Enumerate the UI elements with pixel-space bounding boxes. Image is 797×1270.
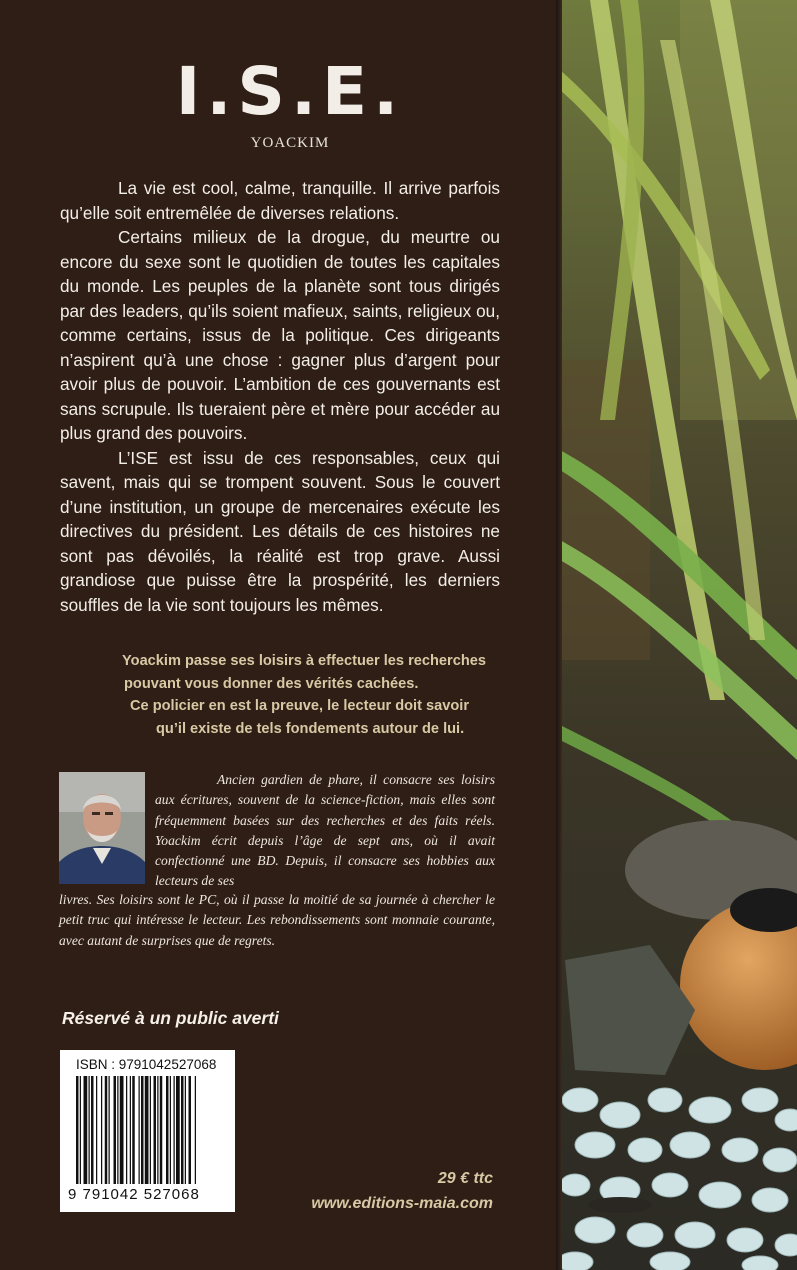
barcode-bar: [120, 1076, 124, 1184]
barcode-bar: [154, 1076, 157, 1184]
barcode-bar: [80, 1076, 81, 1184]
barcode-bar: [181, 1076, 184, 1184]
barcode-bar: [160, 1076, 163, 1184]
spine-edge: [556, 0, 562, 1270]
price: 29 € ttc: [437, 1170, 493, 1187]
synopsis-paragraph: L’ISE est issu de ces responsables, ceux qui savent, mais qui se trompent souvent. Sous le couvert d’une institution, un groupe de mercenaires exécute les directives du président. Les détails de ces histoires ne sont pas dévoilés, la réalité est trop grave. Aussi grandiose que puisse être la prospérité, les derniers souffles de la vie sont toujours les mêmes.: [60, 447, 500, 615]
barcode-bar: [141, 1076, 144, 1184]
barcode-bar: [117, 1076, 118, 1184]
barcode-bar: [166, 1076, 169, 1184]
synopsis-paragraph: La vie est cool, calme, tranquille. Il arrive parfois qu’elle soit entremêlée de diverses relations.: [60, 178, 500, 223]
barcode-bar: [101, 1076, 102, 1184]
barcode-bars: [76, 1076, 226, 1184]
barcode-bar: [114, 1076, 117, 1184]
barcode-bar: [91, 1076, 94, 1184]
isbn-label: ISBN : 9791042527068: [76, 1057, 217, 1072]
barcode-bar: [189, 1076, 192, 1184]
pitch-line: pouvant vous donner des vérités cachées.: [124, 675, 419, 692]
author-bio-continued: livres. Ses loisirs sont le PC, où il passe la moitié de sa journée à chercher le petit truc qui intéresse le lecteur. Les rebondissements sont monnaie courante, avec autant de surprises que de regrets.: [59, 892, 495, 948]
audience-warning: Réservé à un public averti: [62, 1008, 279, 1028]
author-pitch: [98, 650, 518, 740]
author-name: YOACKIM: [250, 135, 330, 151]
barcode-bar: [170, 1076, 171, 1184]
barcode-bar: [174, 1076, 175, 1184]
barcode: [60, 1050, 235, 1212]
pitch-line: qu’il existe de tels fondements autour de lui.: [156, 720, 465, 737]
barcode-bar: [150, 1076, 151, 1184]
book-title: I.S.E.: [175, 53, 405, 130]
barcode-bar: [105, 1076, 108, 1184]
author-bio: Ancien gardien de phare, il consacre ses loisirs aux écritures, souvent de la science-fiction, mais elles sont fréquemment basées sur des recherches et des faits réels. Yoackim écrit depuis l’âge de sept ans, où il avait confectionné une BD. Depuis, il consacre ses hobbies aux lecteurs de ses: [155, 772, 495, 889]
pitch-line: Yoackim passe ses loisirs à effectuer les recherches: [122, 653, 486, 669]
barcode-bar: [139, 1076, 140, 1184]
pitch-line: Ce policier en est la preuve, le lecteur doit savoir: [130, 698, 470, 714]
barcode-bar: [176, 1076, 180, 1184]
barcode-bar: [145, 1076, 149, 1184]
barcode-bar: [96, 1076, 97, 1184]
barcode-bar: [76, 1076, 79, 1184]
synopsis-paragraph: Certains milieux de la drogue, du meurtre ou encore du sexe sont le quotidien de toutes les capitales du monde. Les peuples de la planète sont tous dirigés par des leaders, qu’ils soient mafieux, saints, religieux ou, comme certains, issus de la politique. Ces dirigeants n’aspirent qu’à une chose : gagner plus d’argent pour avoir plus de pouvoir. L’ambition de ces gouvernants est sans scrupule. Ils tueraient père et mère pour accéder au plus grand des pouvoirs.: [60, 227, 500, 443]
barcode-bar: [185, 1076, 186, 1184]
barcode-bar: [126, 1076, 127, 1184]
barcode-bar: [84, 1076, 88, 1184]
barcode-bar: [109, 1076, 110, 1184]
aquarium-photo: [560, 0, 797, 1270]
publisher-website[interactable]: www.editions-maia.com: [311, 1195, 493, 1212]
barcode-bar: [157, 1076, 158, 1184]
isbn-digits: 9 791042 527068: [68, 1186, 200, 1203]
barcode-bar: [130, 1076, 131, 1184]
barcode-bar: [89, 1076, 90, 1184]
barcode-bar: [195, 1076, 196, 1184]
synopsis: [60, 176, 500, 617]
author-photo: [59, 772, 145, 884]
barcode-bar: [132, 1076, 135, 1184]
